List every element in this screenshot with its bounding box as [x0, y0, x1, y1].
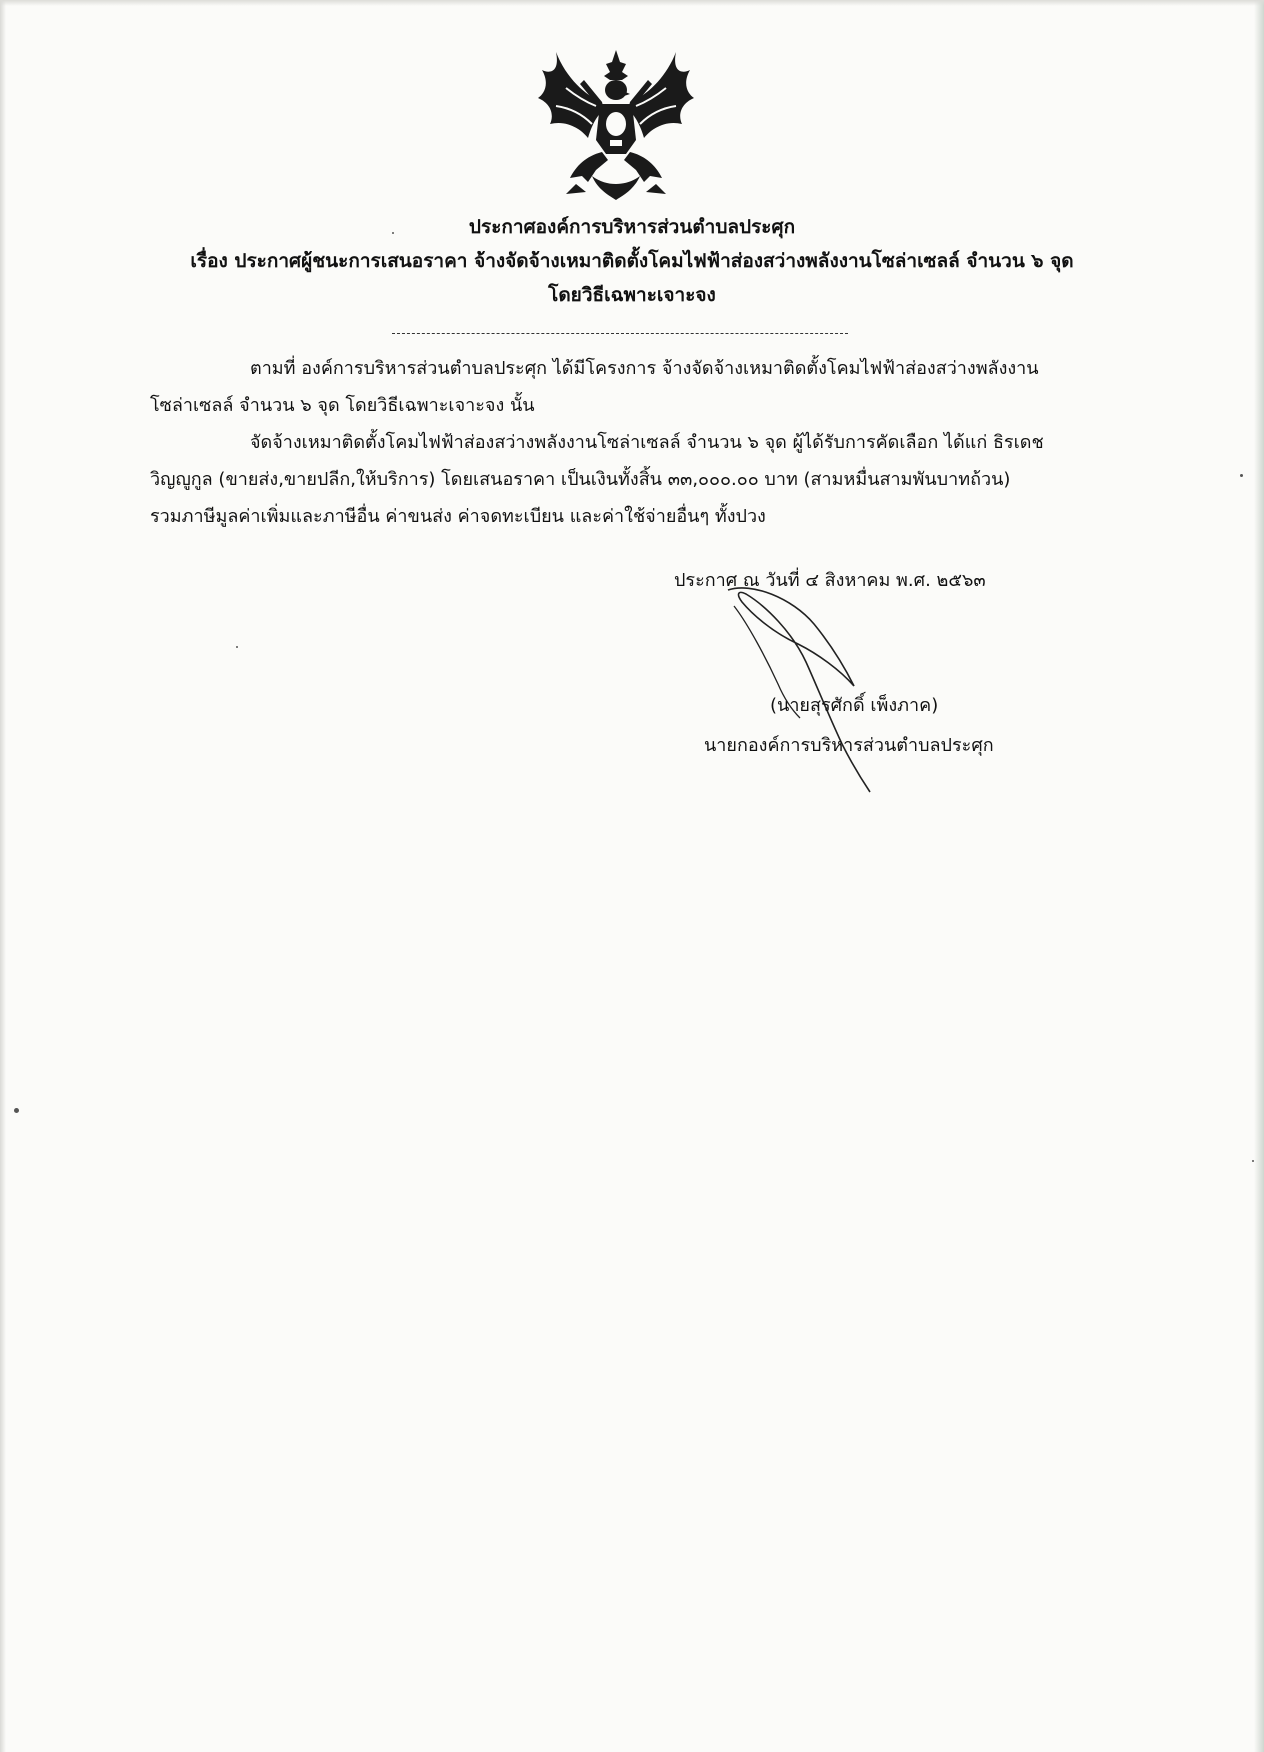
paragraph-2-line-3: รวมภาษีมูลค่าเพิ่มและภาษีอื่น ค่าขนส่ง ค่าจดทะเบียน และค่าใช้จ่ายอื่นๆ ทั้งปวง: [150, 506, 766, 527]
scan-speck: [236, 646, 238, 648]
scan-edge-top: [0, 0, 1264, 6]
paragraph-2-line-1: จัดจ้างเหมาติดตั้งโคมไฟฟ้าส่องสว่างพลังงานโซล่าเซลล์ จำนวน ๖ จุด ผู้ได้รับการคัดเลือก ได้แก่ ธิรเดช: [250, 432, 1044, 453]
paragraph-1-line-1: ตามที่ องค์การบริหารส่วนตำบลประศุก ได้มีโครงการ จ้างจัดจ้างเหมาติดตั้งโคมไฟฟ้าส่องสว่างพลังงาน: [250, 358, 1039, 379]
scan-speck: [1240, 474, 1243, 477]
announcement-date: ประกาศ ณ วันที่ ๔ สิงหาคม พ.ศ. ๒๕๖๓: [674, 570, 986, 591]
signer-title: นายกองค์การบริหารส่วนตำบลประศุก: [704, 735, 994, 756]
paragraph-2-line-2: วิญญูกูล (ขายส่ง,ขายปลีก,ให้บริการ) โดยเสนอราคา เป็นเงินทั้งสิ้น ๓๓,๐๐๐.๐๐ บาท (สามหมื่นสามพันบาทถ้วน): [150, 469, 1011, 490]
title-organization: ประกาศองค์การบริหารส่วนตำบลประศุก: [468, 216, 796, 238]
scan-speck: [1252, 1160, 1254, 1162]
signer-name: (นายสุรศักดิ์ เพ็งภาค): [770, 695, 939, 716]
scan-speck: [14, 1108, 19, 1113]
scan-speck: [392, 232, 394, 234]
title-method: โดยวิธีเฉพาะเจาะจง: [548, 284, 716, 306]
paragraph-1-line-2: โซล่าเซลล์ จำนวน ๖ จุด โดยวิธีเฉพาะเจาะจง นั้น: [150, 395, 535, 416]
garuda-emblem-icon: [536, 44, 696, 202]
title-divider: [392, 333, 848, 334]
document-title: [0, 210, 1264, 312]
title-subject: เรื่อง ประกาศผู้ชนะการเสนอราคา จ้างจัดจ้างเหมาติดตั้งโคมไฟฟ้าส่องสว่างพลังงานโซล่าเซลล์ จำนวน ๖ จุด: [190, 250, 1074, 272]
document-body: [150, 350, 1080, 535]
